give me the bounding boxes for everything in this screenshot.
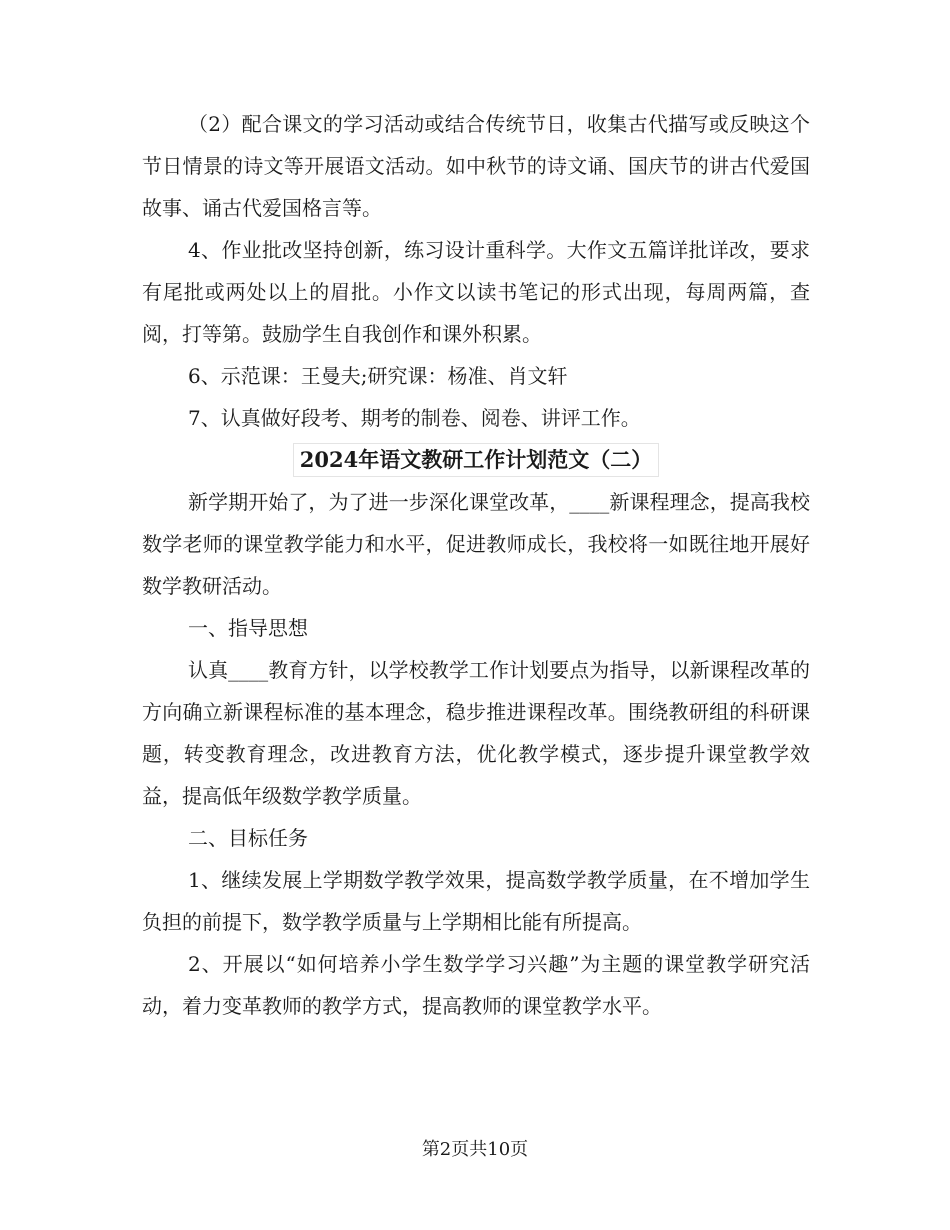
paragraph: 1、继续发展上学期数学教学效果，提高数学教学质量，在不增加学生负担的前提下，数学教学质量与上学期相比能有所提高。 (142, 868, 810, 934)
page-number: 第2页共10页 (421, 1139, 529, 1160)
paragraph: 认真____教育方针，以学校教学工作计划要点为指导，以新课程改革的方向确立新课程标准的基本理念，稳步推进课程改革。围绕教研组的科研课题，转变教育理念，改进教育方法，优化教学模式，逐步提升课堂教学效益，提高低年级数学教学质量。 (142, 658, 810, 808)
section-heading: 一、指导思想 (188, 616, 308, 640)
section-title (142, 439, 810, 481)
paragraph: 7、认真做好段考、期考的制卷、阅卷、讲评工作。 (188, 406, 641, 430)
section-title-text: 2024年语文教研工作计划范文（二） (293, 443, 659, 477)
paragraph: （2）配合课文的学习活动或结合传统节日，收集古代描写或反映这个节日情景的诗文等开展语文活动。如中秋节的诗文诵、国庆节的讲古代爱国故事、诵古代爱国格言等。 (142, 112, 810, 220)
paragraph: 6、示范课：王曼夫;研究课：杨准、肖文轩 (188, 364, 568, 388)
document-body (142, 103, 810, 1027)
paragraph: 新学期开始了，为了进一步深化课堂改革，____新课程理念，提高我校数学老师的课堂教学能力和水平，促进教师成长，我校将一如既往地开展好数学教研活动。 (142, 490, 810, 598)
paragraph: 4、作业批改坚持创新，练习设计重科学。大作文五篇详批详改，要求有尾批或两处以上的眉批。小作文以读书笔记的形式出现，每周两篇，查阅，打等第。鼓励学生自我创作和课外积累。 (142, 238, 810, 346)
section-heading: 二、目标任务 (188, 826, 308, 850)
paragraph: 2、开展以“如何培养小学生数学学习兴趣”为主题的课堂教学研究活动，着力变革教师的教学方式，提高教师的课堂教学水平。 (142, 952, 810, 1018)
